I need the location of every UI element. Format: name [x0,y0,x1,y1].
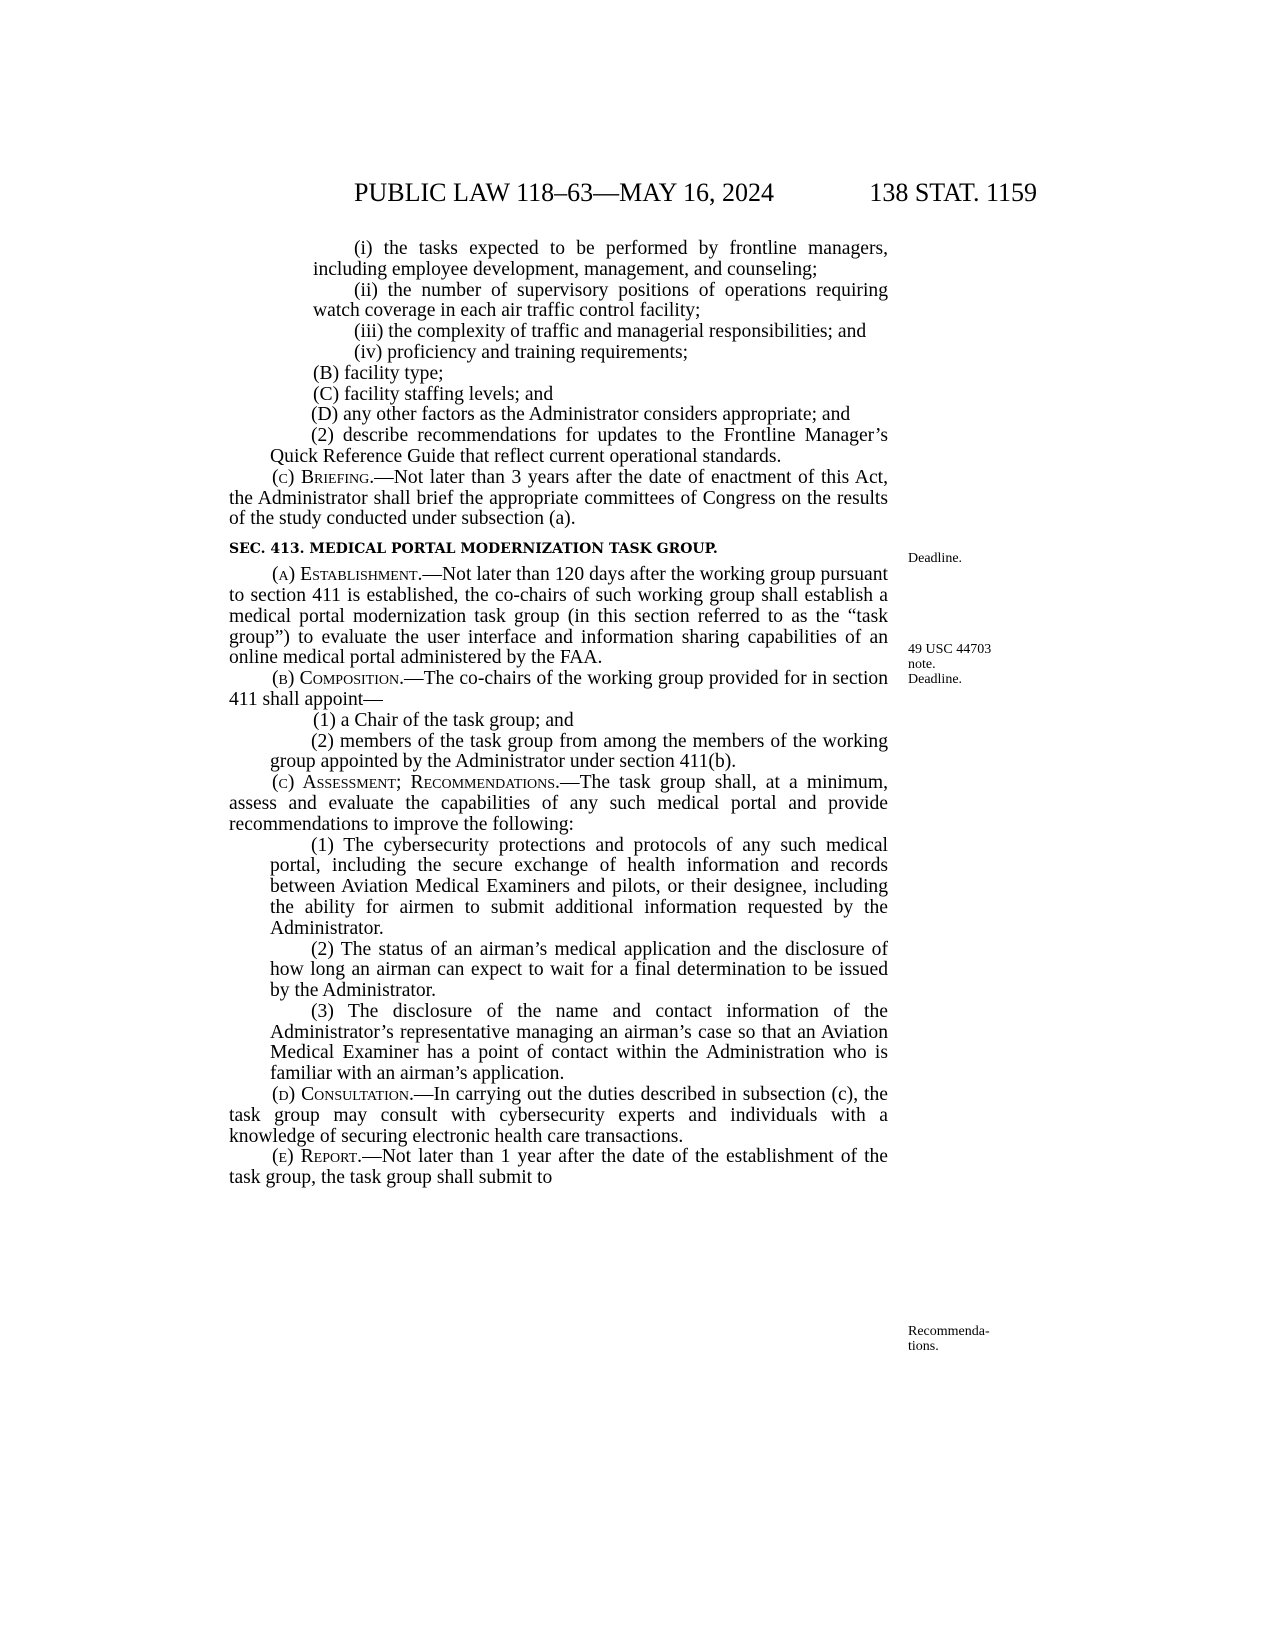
assessment-item-1: (1) The cybersecurity protections and protocols of any such medical portal, including the secure exchange of health information and records between Aviation Medical Examiners and pilots, or their designee, including the ability for airmen to submit additional information requested by the Administrator. [270,834,888,939]
assessment-text: —The task group shall, at a minimum, assess and evaluate the capabilities of any such medical portal and provide recommendations to improve the following: [229,772,888,835]
assessment-paragraph [229,773,888,835]
clause-ii: (ii) the number of supervisory positions of operations requiring watch coverage in each air traffic control facility; [313,279,888,322]
section-title: SEC. 413. MEDICAL PORTAL MODERNIZATION TASK GROUP. [229,541,718,558]
briefing-heading: (c) Briefing. [272,466,375,488]
assessment-item-2: (2) The status of an airman’s medical application and the disclosure of how long an airman can expect to wait for a final determination to be issued by the Administrator. [270,938,888,1002]
establishment-paragraph [229,565,888,669]
briefing-text: —Not later than 3 years after the date of enactment of this Act, the Administrator shall brief the appropriate committees of Congress on the results of the study conducted under subsection (a). [229,466,888,530]
establishment-text: —Not later than 120 days after the working group pursuant to section 411 is established, the co-chairs of such working group shall establish a medical portal modernization task group (in this section referred to as the “task group”) to evaluate the user interface and information sharing capabilities of an online medical portal administered by the FAA. [229,564,888,669]
consultation-heading: (d) Consultation. [272,1084,414,1106]
page-number: 138 STAT. 1159 [869,178,1037,207]
briefing-paragraph [229,468,888,530]
report-text: —Not later than 1 year after the date of the establishment of the task group, the task group shall submit to [229,1146,889,1189]
composition-item-1: (1) a Chair of the task group; and [313,709,574,731]
subparagraph-c: (C) facility staffing levels; and [313,383,554,405]
assessment-heading: (c) Assessment; Recommendations. [272,772,560,794]
consultation-paragraph [229,1085,888,1147]
clause-i: (i) the tasks expected to be performed by frontline managers, including employee development, management, and counseling; [313,238,888,280]
margin-note-usc: 49 USC 44703 [908,642,992,657]
page-body [229,239,888,1189]
composition-text: —The co-chairs of the working group provided for in section 411 shall appoint— [229,668,889,710]
paragraph-2: (2) describe recommendations for updates to the Frontline Manager’s Quick Reference Guide that reflect current operational standards. [270,425,888,467]
running-header-title: PUBLIC LAW 118–63—MAY 16, 2024 [354,178,774,207]
clause-iii: (iii) the complexity of traffic and managerial responsibilities; and [354,321,867,343]
composition-item-2: (2) members of the task group from among the members of the working group appointed by the Administrator under section 411(b). [270,730,888,773]
margin-note-deadline-2: Deadline. [908,672,963,687]
margin-note-note: note. [908,657,936,672]
composition-paragraph [229,669,888,711]
establishment-heading: (a) Establishment. [272,564,423,586]
clause-iv: (iv) proficiency and training requirements; [354,341,689,363]
report-paragraph [229,1147,888,1189]
margin-note-recommendations: Recommenda-tions. [908,1324,990,1354]
subparagraph-d: (D) any other factors as the Administrator considers appropriate; and [311,404,851,426]
report-heading: (e) Report. [272,1146,363,1168]
consultation-text: —In carrying out the duties described in subsection (c), the task group may consult with cybersecurity experts and individuals with a knowledge of securing electronic health care transactions. [229,1084,888,1147]
subparagraph-b: (B) facility type; [313,362,444,384]
assessment-item-3: (3) The disclosure of the name and contact information of the Administrator’s representative managing an airman’s case so that an Aviation Medical Examiner has a point of contact within the Administration who is familiar with an airman’s application. [270,1000,888,1085]
margin-note-deadline: Deadline. [908,551,963,566]
composition-heading: (b) Composition. [272,668,404,690]
